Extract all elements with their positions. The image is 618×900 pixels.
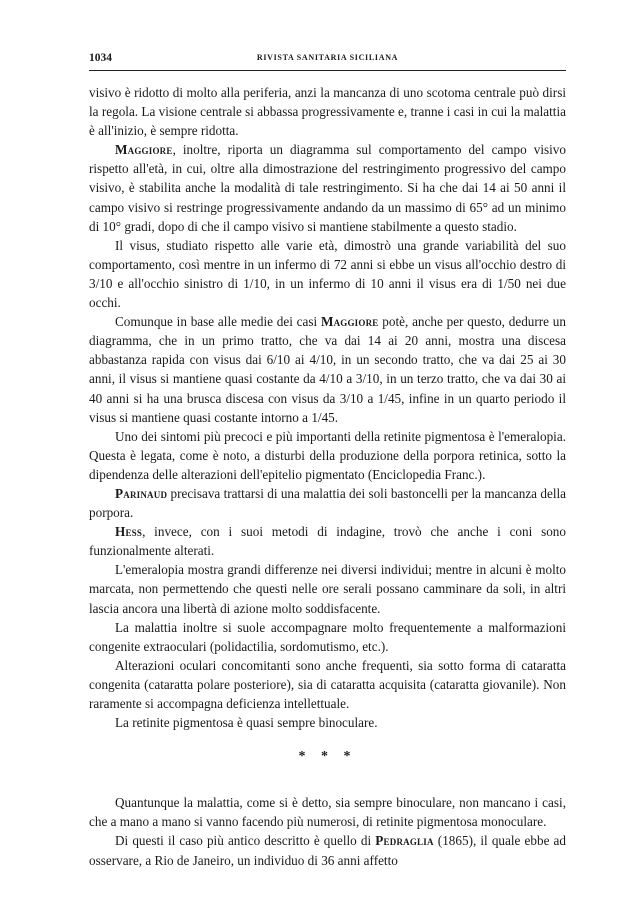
paragraph-6: [89, 484, 566, 522]
body-text: [89, 83, 566, 870]
paragraph-text: La retinite pigmentosa è quasi sempre binoculare.: [115, 715, 378, 731]
journal-title: RIVISTA SANITARIA SICILIANA: [256, 53, 399, 62]
paragraph-text: Alterazioni oculari concomitanti sono anche frequenti, sia sotto forma di cataratta congenita (cataratta polare posteriore), sia di cataratta acquisita (cataratta giovanile). Non raramente si accompagna deficienza intellettuale.: [89, 657, 566, 711]
section-break: * * *: [298, 749, 357, 765]
author-name: Maggiore: [115, 142, 173, 158]
author-name: Pedraglia: [375, 833, 434, 849]
paragraph-text: Quantunque la malattia, come si è detto, sia sempre binoculare, non mancano i casi, che a mano a mano si vanno facendo più numerosi, di retinite pigmentosa monoculare.: [89, 795, 566, 830]
author-name: Parinaud: [115, 485, 168, 501]
paragraph-8: [89, 560, 566, 617]
paragraph-13: [89, 831, 566, 869]
paragraph-12: [89, 793, 566, 831]
author-name: Hess: [115, 524, 143, 540]
paragraph-text: Di questi il caso più antico descritto è quello di: [115, 833, 376, 849]
paragraph-text: Uno dei sintomi più precoci e più importanti della retinite pigmentosa è l'emeralopia. Questa è legata, come è noto, a disturbi della produzione della porpora retinica, sotto la dipendenza delle alterazioni dell'epitelio pigmentato (Enciclopedia Franc.).: [89, 428, 566, 482]
paragraph-text: , inoltre, riporta un diagramma sul comportamento del campo visivo rispetto all'età, in cui, oltre alla dimostrazione del restringimento progressivo del campo visivo, è stabilita anche la modalità di tale restringimento. Si ha che dai 14 ai 50 anni il campo visivo si restringe progressivamente andando da un massimo di 65° ad un minimo di 10° gradi, dopo di che il campo visivo si mantiene stabilmente a questo stadio.: [89, 142, 566, 234]
paragraph-10: [89, 656, 566, 713]
paragraph-text: Comunque in base alle medie dei casi: [115, 314, 321, 330]
paragraph-4: [89, 312, 566, 427]
paragraph-1: [89, 83, 566, 140]
paragraph-7: [89, 522, 566, 560]
paragraph-text: (1865), il quale ebbe ad osservare, a Rio de Janeiro, un individuo di 36 anni affetto: [89, 833, 566, 868]
paragraph-3: [89, 236, 566, 312]
paragraph-text: , invece, con i suoi metodi di indagine, trovò che anche i coni sono funzionalmente alterati.: [89, 524, 566, 559]
paragraph-text: Il visus, studiato rispetto alle varie età, dimostrò una grande variabilità del suo comportamento, così mentre in un infermo di 72 anni si ebbe un visus all'occhio destro di 3/10 e all'occhio sinistro di 1/10, in un infermo di 10 anni il visus era di 1/50 nei due occhi.: [89, 237, 566, 311]
paragraph-text: La malattia inoltre si suole accompagnare molto frequentemente a malformazioni congenite extraoculari (polidactilia, sordomutismo, etc.).: [89, 619, 566, 654]
paragraph-9: [89, 618, 566, 656]
paragraph-text: precisava trattarsi di una malattia dei soli bastoncelli per la mancanza della porpora.: [89, 485, 566, 521]
paragraph-text: potè, anche per questo, dedurre un diagramma, che in un primo tratto, che va dai 14 ai 20 anni, mostra una discesa abbastanza rapida con visus dai 6/10 ai 4/10, in un secondo tratto, che va dai 25 ai 30 anni, il visus si mantiene quasi costante da 4/10 a 3/10, in un terzo tratto, che va dai 30 ai 40 anni si ha una brusca discesa con visus da 3/10 a 1/45, infine in un quarto periodo il visus si mantiene quasi costante intorno a 1/45.: [89, 314, 566, 425]
author-name: Maggiore: [320, 314, 379, 330]
running-head: [89, 52, 566, 66]
paragraph-2: [89, 140, 566, 235]
paragraph-text: visivo è ridotto di molto alla periferia, anzi la mancanza di uno scotoma centrale può dirsi la regola. La visione centrale si abbassa progressivamente e, tranne i casi in cui la malattia è all'inizio, è sempre ridotta.: [89, 85, 566, 139]
header-rule: [89, 70, 566, 71]
paragraph-11: [89, 713, 566, 732]
page-number: 1034: [89, 52, 112, 64]
paragraph-5: [89, 427, 566, 484]
paragraph-text: L'emeralopia mostra grandi differenze nei diversi individui; mentre in alcuni è molto marcata, non permettendo che questi nelle ore serali possano camminare da soli, in altri lascia ancora una libertà di azione molto soddisfacente.: [89, 562, 566, 616]
